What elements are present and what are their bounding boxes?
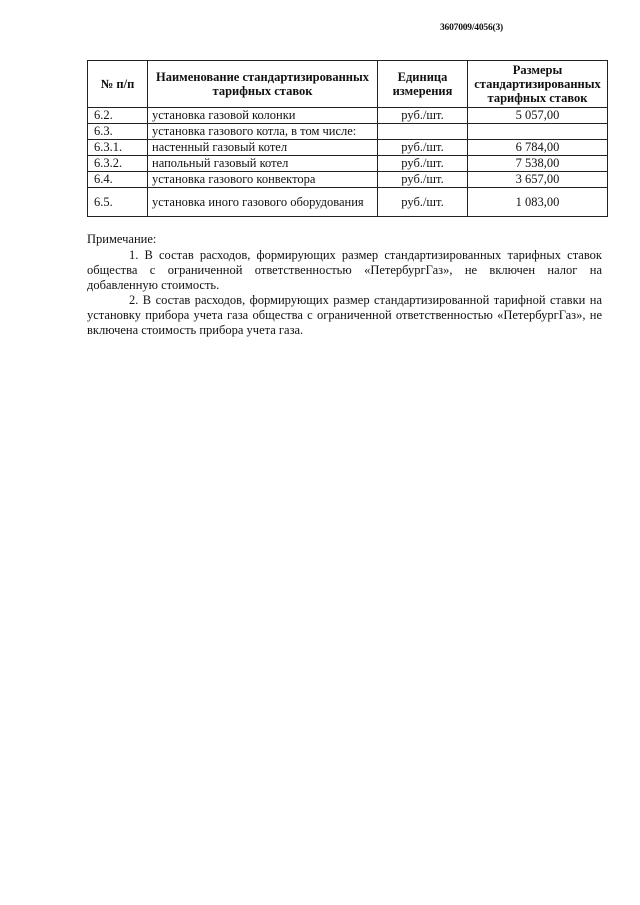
- row-number: 6.2.: [88, 108, 148, 124]
- row-value: 7 538,00: [468, 156, 608, 172]
- row-number: 6.3.: [88, 124, 148, 140]
- column-header-value: Размеры стандартизированных тарифных ставок: [468, 61, 608, 108]
- row-name: установка газового котла, в том числе:: [148, 124, 378, 140]
- row-value: [468, 124, 608, 140]
- document-number: 3607009/4056(3): [440, 23, 503, 33]
- row-number: 6.3.1.: [88, 140, 148, 156]
- table-row: [88, 140, 608, 156]
- row-name: настенный газовый котел: [148, 140, 378, 156]
- row-name: напольный газовый котел: [148, 156, 378, 172]
- column-header-name: Наименование стандартизированных тарифных ставок: [148, 61, 378, 108]
- table-header-row: [88, 61, 608, 108]
- row-number: 6.5.: [88, 188, 148, 217]
- row-value: 1 083,00: [468, 188, 608, 217]
- row-name: установка газового конвектора: [148, 172, 378, 188]
- row-unit: руб./шт.: [378, 172, 468, 188]
- row-value: 6 784,00: [468, 140, 608, 156]
- table-row: [88, 124, 608, 140]
- row-number: 6.3.2.: [88, 156, 148, 172]
- row-value: 3 657,00: [468, 172, 608, 188]
- note-item-2: 2. В состав расходов, формирующих размер стандартизированной тарифной ставки на установку прибора учета газа общества с ограниченной ответственностью «ПетербургГаз», не включена стоимость прибора учета газа.: [87, 293, 602, 337]
- tariff-table: [87, 60, 608, 217]
- table-row: [88, 172, 608, 188]
- column-header-unit: Единица измерения: [378, 61, 468, 108]
- column-header-number: № п/п: [88, 61, 148, 108]
- row-number: 6.4.: [88, 172, 148, 188]
- row-unit: руб./шт.: [378, 140, 468, 156]
- row-name: установка иного газового оборудования: [148, 188, 378, 217]
- row-name: установка газовой колонки: [148, 108, 378, 124]
- row-value: 5 057,00: [468, 108, 608, 124]
- row-unit: руб./шт.: [378, 156, 468, 172]
- table-row: [88, 188, 608, 217]
- row-unit: руб./шт.: [378, 188, 468, 217]
- row-unit: [378, 124, 468, 140]
- notes-title: Примечание:: [87, 232, 157, 246]
- table-row: [88, 108, 608, 124]
- row-unit: руб./шт.: [378, 108, 468, 124]
- note-item-1: 1. В состав расходов, формирующих размер стандартизированных тарифных ставок общества с ограниченной ответственностью «ПетербургГаз», не включен налог на добавленную стоимость.: [87, 248, 602, 292]
- notes-section: [87, 232, 602, 338]
- table-row: [88, 156, 608, 172]
